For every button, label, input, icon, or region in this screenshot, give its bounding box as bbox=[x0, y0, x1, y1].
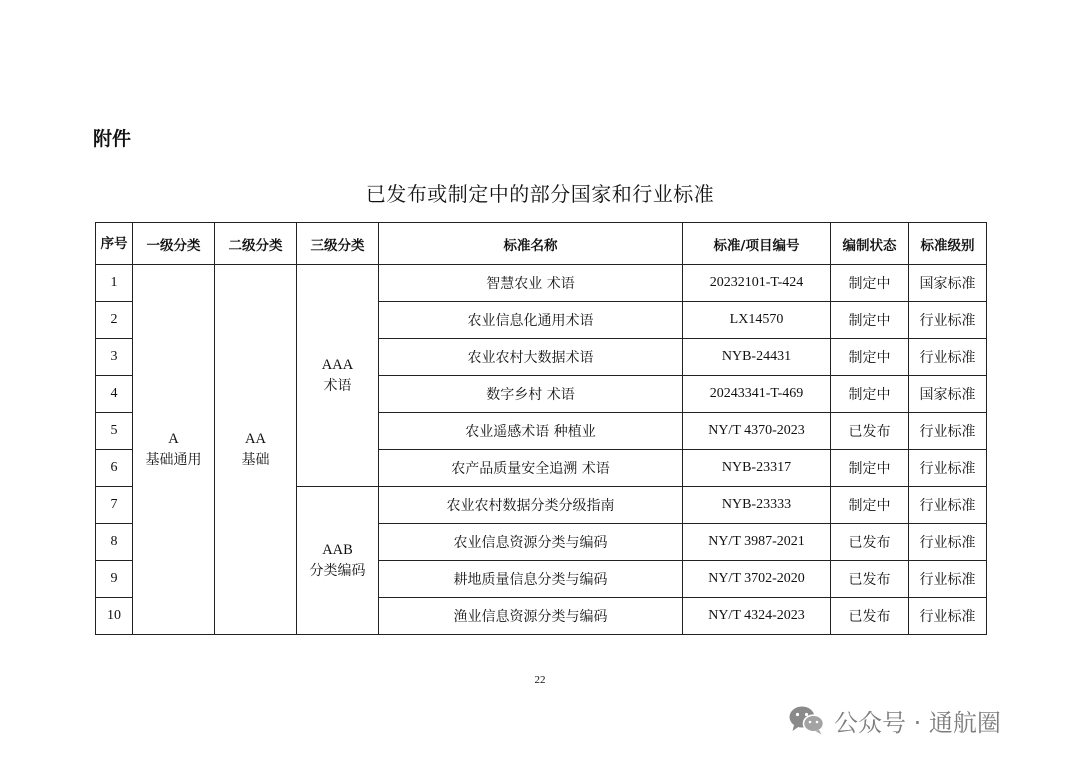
header-seq: 序号 bbox=[96, 223, 133, 265]
status-cell: 制定中 bbox=[831, 265, 909, 302]
level3-label: 术语 bbox=[323, 377, 352, 394]
row-number: 3 bbox=[96, 339, 133, 376]
standard-name: 耕地质量信息分类与编码 bbox=[379, 561, 683, 598]
level1-label: 基础通用 bbox=[145, 451, 202, 468]
level3-label: 分类编码 bbox=[309, 562, 366, 579]
standard-name: 渔业信息资源分类与编码 bbox=[379, 598, 683, 635]
grade-cell: 行业标准 bbox=[909, 450, 987, 487]
standard-name: 农业信息资源分类与编码 bbox=[379, 524, 683, 561]
row-number: 1 bbox=[96, 265, 133, 302]
grade-cell: 行业标准 bbox=[909, 524, 987, 561]
level3-code: AAB bbox=[322, 541, 353, 558]
row-number: 9 bbox=[96, 561, 133, 598]
header-level3: 三级分类 bbox=[297, 223, 379, 265]
status-cell: 制定中 bbox=[831, 450, 909, 487]
header-level2: 二级分类 bbox=[215, 223, 297, 265]
header-status: 编制状态 bbox=[831, 223, 909, 265]
row-number: 5 bbox=[96, 413, 133, 450]
grade-cell: 国家标准 bbox=[909, 376, 987, 413]
level3-cell-terms bbox=[297, 265, 379, 487]
standard-code: 20232101-T-424 bbox=[683, 265, 831, 302]
standard-code: NY/T 3987-2021 bbox=[683, 524, 831, 561]
standard-name: 智慧农业 术语 bbox=[379, 265, 683, 302]
standard-name: 农产品质量安全追溯 术语 bbox=[379, 450, 683, 487]
header-grade: 标准级别 bbox=[909, 223, 987, 265]
wechat-icon bbox=[788, 704, 826, 736]
grade-cell: 行业标准 bbox=[909, 339, 987, 376]
level3-code: AAA bbox=[321, 356, 354, 373]
status-cell: 制定中 bbox=[831, 376, 909, 413]
level1-code: A bbox=[168, 430, 179, 447]
row-number: 6 bbox=[96, 450, 133, 487]
status-cell: 已发布 bbox=[831, 524, 909, 561]
standard-code: NY/T 4370-2023 bbox=[683, 413, 831, 450]
grade-cell: 行业标准 bbox=[909, 487, 987, 524]
standard-name: 农业信息化通用术语 bbox=[379, 302, 683, 339]
row-number: 4 bbox=[96, 376, 133, 413]
standard-code: LX14570 bbox=[683, 302, 831, 339]
level1-cell bbox=[133, 265, 215, 635]
row-number: 8 bbox=[96, 524, 133, 561]
standard-name: 农业遥感术语 种植业 bbox=[379, 413, 683, 450]
table-header-row bbox=[96, 223, 987, 265]
status-cell: 已发布 bbox=[831, 413, 909, 450]
level2-label: 基础 bbox=[241, 451, 270, 468]
grade-cell: 行业标准 bbox=[909, 413, 987, 450]
grade-cell: 行业标准 bbox=[909, 302, 987, 339]
watermark bbox=[788, 702, 1001, 738]
status-cell: 制定中 bbox=[831, 339, 909, 376]
standard-name: 农业农村大数据术语 bbox=[379, 339, 683, 376]
header-name: 标准名称 bbox=[379, 223, 683, 265]
standard-code: NY/T 4324-2023 bbox=[683, 598, 831, 635]
document-title: 已发布或制定中的部分国家和行业标准 bbox=[365, 182, 715, 206]
status-cell: 已发布 bbox=[831, 561, 909, 598]
level2-code: AA bbox=[245, 430, 266, 447]
header-level1: 一级分类 bbox=[133, 223, 215, 265]
row-number: 7 bbox=[96, 487, 133, 524]
standards-table bbox=[95, 222, 987, 635]
standard-name: 数字乡村 术语 bbox=[379, 376, 683, 413]
status-cell: 制定中 bbox=[831, 302, 909, 339]
standard-code: NYB-23317 bbox=[683, 450, 831, 487]
watermark-text: 公众号 · 通航圈 bbox=[834, 708, 1001, 737]
level3-cell-classification bbox=[297, 487, 379, 635]
status-cell: 制定中 bbox=[831, 487, 909, 524]
standard-code: NY/T 3702-2020 bbox=[683, 561, 831, 598]
standard-code: NYB-23333 bbox=[683, 487, 831, 524]
level2-cell bbox=[215, 265, 297, 635]
row-number: 2 bbox=[96, 302, 133, 339]
page-number: 22 bbox=[534, 674, 546, 686]
row-number: 10 bbox=[96, 598, 133, 635]
header-code: 标准/项目编号 bbox=[683, 223, 831, 265]
attachment-label: 附件 bbox=[93, 128, 132, 150]
grade-cell: 行业标准 bbox=[909, 561, 987, 598]
standard-code: NYB-24431 bbox=[683, 339, 831, 376]
table-row bbox=[96, 265, 987, 302]
status-cell: 已发布 bbox=[831, 598, 909, 635]
standard-code: 20243341-T-469 bbox=[683, 376, 831, 413]
grade-cell: 国家标准 bbox=[909, 265, 987, 302]
standard-name: 农业农村数据分类分级指南 bbox=[379, 487, 683, 524]
grade-cell: 行业标准 bbox=[909, 598, 987, 635]
